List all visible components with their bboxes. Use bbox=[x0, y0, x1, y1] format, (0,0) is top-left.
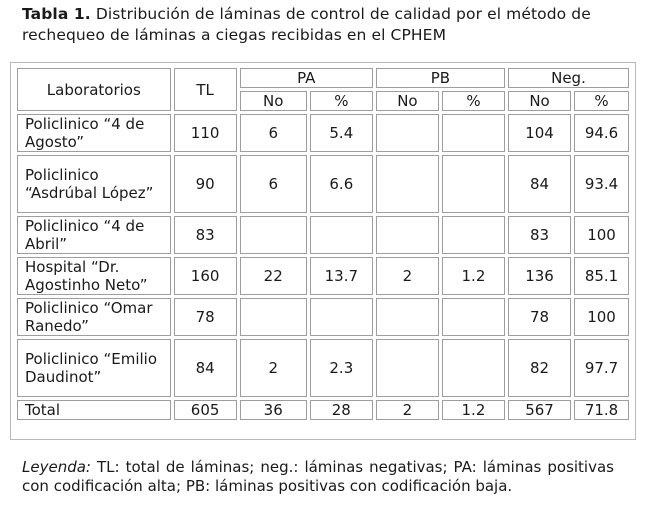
cell-pb-no: 2 bbox=[376, 257, 439, 295]
cell-pa-pct bbox=[310, 216, 373, 254]
caption-text: Distribución de láminas de control de calidad por el método de rechequeo de láminas a ciegas recibidas en el CPHEM bbox=[22, 5, 591, 44]
cell-neg-pct: 100 bbox=[574, 216, 629, 254]
header-pa: PA bbox=[240, 68, 373, 88]
header-neg: Neg. bbox=[508, 68, 629, 88]
cell-pa-no: 22 bbox=[240, 257, 307, 295]
cell-pa-pct: 6.6 bbox=[310, 155, 373, 213]
cell-pb-no: 2 bbox=[376, 400, 439, 420]
cell-pb-pct bbox=[442, 339, 505, 397]
table-row bbox=[17, 216, 629, 254]
table-row bbox=[17, 257, 629, 295]
header-pa-pct: % bbox=[310, 91, 373, 111]
table-row bbox=[17, 114, 629, 152]
cell-pa-pct: 5.4 bbox=[310, 114, 373, 152]
cell-neg-pct: 71.8 bbox=[574, 400, 629, 420]
header-pb-no: No bbox=[376, 91, 439, 111]
cell-pa-pct: 28 bbox=[310, 400, 373, 420]
table-legend bbox=[22, 458, 614, 496]
legend-text: TL: total de láminas; neg.: láminas negativas; PA: láminas positivas con codificación alta; PB: láminas positivas con codificación baja. bbox=[22, 458, 614, 495]
table-row bbox=[17, 339, 629, 397]
cell-tl: 83 bbox=[174, 216, 237, 254]
cell-neg-pct: 93.4 bbox=[574, 155, 629, 213]
cell-lab: Policlinico “4 de Abril” bbox=[17, 216, 171, 254]
cell-neg-no: 104 bbox=[508, 114, 571, 152]
cell-tl: 160 bbox=[174, 257, 237, 295]
cell-tl: 84 bbox=[174, 339, 237, 397]
cell-pa-pct: 2.3 bbox=[310, 339, 373, 397]
cell-lab: Total bbox=[17, 400, 171, 420]
cell-pb-no bbox=[376, 155, 439, 213]
cell-lab: Policlinico “4 de Agosto” bbox=[17, 114, 171, 152]
cell-neg-no: 82 bbox=[508, 339, 571, 397]
cell-lab: Hospital “Dr. Agostinho Neto” bbox=[17, 257, 171, 295]
header-tl: TL bbox=[174, 68, 237, 111]
cell-pb-pct bbox=[442, 114, 505, 152]
legend-label: Leyenda: bbox=[22, 458, 91, 476]
cell-lab: Policlinico “Asdrúbal López” bbox=[17, 155, 171, 213]
cell-pb-pct bbox=[442, 298, 505, 336]
cell-pa-no: 6 bbox=[240, 114, 307, 152]
cell-tl: 90 bbox=[174, 155, 237, 213]
cell-lab: Policlinico “Omar Ranedo” bbox=[17, 298, 171, 336]
cell-pa-pct: 13.7 bbox=[310, 257, 373, 295]
cell-pb-no bbox=[376, 298, 439, 336]
cell-tl: 110 bbox=[174, 114, 237, 152]
cell-neg-pct: 100 bbox=[574, 298, 629, 336]
cell-pb-pct: 1.2 bbox=[442, 257, 505, 295]
cell-neg-pct: 85.1 bbox=[574, 257, 629, 295]
cell-pb-pct bbox=[442, 216, 505, 254]
cell-pa-no bbox=[240, 298, 307, 336]
cell-pb-pct: 1.2 bbox=[442, 400, 505, 420]
data-table bbox=[14, 65, 632, 423]
cell-pa-no bbox=[240, 216, 307, 254]
header-pa-no: No bbox=[240, 91, 307, 111]
cell-neg-no: 84 bbox=[508, 155, 571, 213]
header-pb-pct: % bbox=[442, 91, 505, 111]
caption-label: Tabla 1. bbox=[22, 5, 91, 23]
header-laboratorios: Laboratorios bbox=[17, 68, 171, 111]
cell-neg-no: 567 bbox=[508, 400, 571, 420]
cell-pa-no: 6 bbox=[240, 155, 307, 213]
cell-neg-no: 136 bbox=[508, 257, 571, 295]
table-row-total bbox=[17, 400, 629, 420]
header-neg-no: No bbox=[508, 91, 571, 111]
cell-neg-no: 83 bbox=[508, 216, 571, 254]
cell-pb-no bbox=[376, 216, 439, 254]
cell-pa-pct bbox=[310, 298, 373, 336]
table-row bbox=[17, 298, 629, 336]
cell-neg-no: 78 bbox=[508, 298, 571, 336]
cell-pa-no: 36 bbox=[240, 400, 307, 420]
cell-tl: 605 bbox=[174, 400, 237, 420]
table-row bbox=[17, 155, 629, 213]
cell-lab: Policlinico “Emilio Daudinot” bbox=[17, 339, 171, 397]
header-neg-pct: % bbox=[574, 91, 629, 111]
cell-neg-pct: 94.6 bbox=[574, 114, 629, 152]
cell-pb-pct bbox=[442, 155, 505, 213]
cell-pb-no bbox=[376, 339, 439, 397]
cell-pb-no bbox=[376, 114, 439, 152]
header-pb: PB bbox=[376, 68, 505, 88]
table-caption bbox=[22, 4, 622, 46]
cell-tl: 78 bbox=[174, 298, 237, 336]
cell-neg-pct: 97.7 bbox=[574, 339, 629, 397]
cell-pa-no: 2 bbox=[240, 339, 307, 397]
